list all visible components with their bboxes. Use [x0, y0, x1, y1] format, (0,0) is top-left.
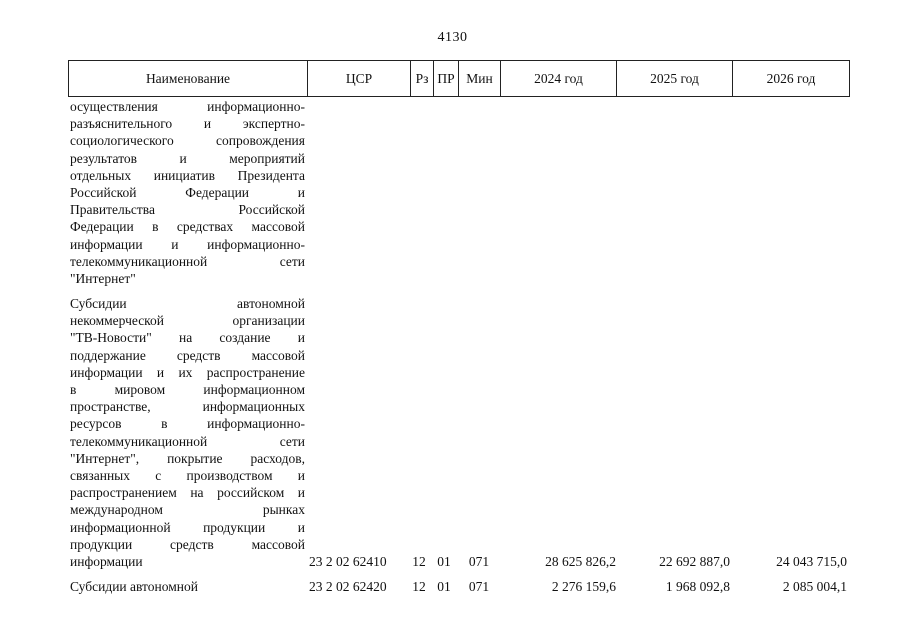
- row-name-line: поддержание средств массовой: [70, 347, 305, 363]
- cell-csr: 23 2 02 62420: [309, 579, 387, 594]
- cell-2025: 22 692 887,0: [659, 554, 730, 569]
- header-year-2024: 2024 год: [501, 61, 617, 96]
- cell-2024: 28 625 826,2: [545, 554, 616, 569]
- header-rz: Рз: [411, 61, 434, 96]
- row-name-line: в мировом информационном: [70, 382, 305, 398]
- row-name-line: Правительства Российской: [70, 202, 305, 218]
- cell-rz: 12: [412, 554, 426, 569]
- row-name-line: "Интернет", покрытие расходов,: [70, 450, 305, 466]
- row-name-line: Федерации в средствах массовой: [70, 219, 305, 235]
- row-name-line: информации: [70, 554, 143, 570]
- cell-csr: 23 2 02 62410: [309, 554, 387, 569]
- row-name-line: Российской Федерации и: [70, 185, 305, 201]
- header-min: Мин: [459, 61, 501, 96]
- page-number: 4130: [437, 30, 468, 45]
- row-name-line: телекоммуникационной сети: [70, 433, 305, 449]
- row-name-line: информации и информационно-: [70, 236, 305, 252]
- row-name-line: международном рынках: [70, 502, 305, 518]
- row-name-line: "Интернет": [70, 271, 136, 287]
- cell-2026: 2 085 004,1: [782, 579, 847, 594]
- row-name-line: Субсидии автономной: [70, 296, 305, 311]
- header-csr: ЦСР: [308, 61, 411, 96]
- cell-rz: 12: [412, 579, 426, 594]
- row-name-line: пространстве, информационных: [70, 399, 305, 415]
- row-name-line: некоммерческой организации: [70, 313, 305, 329]
- row-name-line: "ТВ-Новости" на создание и: [70, 330, 305, 346]
- row-name-line: отдельных инициатив Президента: [70, 167, 305, 183]
- row-name: [70, 578, 305, 595]
- cell-pr: 01: [437, 554, 451, 569]
- cell-min: 071: [468, 554, 490, 569]
- row-name-line: Субсидии автономной: [70, 579, 198, 594]
- header-year-2025: 2025 год: [617, 61, 733, 96]
- row-name-line: информации и их распространение: [70, 364, 305, 380]
- row-name-line: распространением на российском и: [70, 485, 305, 501]
- row-name-line: информационной продукции и: [70, 519, 305, 535]
- cell-pr: 01: [437, 579, 451, 594]
- cell-2026: 24 043 715,0: [776, 554, 847, 569]
- cell-min: 071: [468, 579, 490, 594]
- table-header: [68, 60, 850, 97]
- row-name-line: ресурсов в информационно-: [70, 416, 305, 432]
- row-name-line: продукции средств массовой: [70, 536, 305, 552]
- row-name-line: осуществления информационно-: [70, 99, 305, 114]
- header-pr: ПР: [434, 61, 459, 96]
- row-name-line: телекоммуникационной сети: [70, 253, 305, 269]
- row-name: [70, 98, 305, 287]
- row-name-line: социологического сопровождения: [70, 133, 305, 149]
- header-name: Наименование: [69, 61, 308, 96]
- row-name-line: результатов и мероприятий: [70, 150, 305, 166]
- row-name-line: разъяснительного и экспертно-: [70, 116, 305, 132]
- row-name-line: связанных с производством и: [70, 468, 305, 484]
- header-year-2026: 2026 год: [766, 70, 816, 86]
- cell-2025: 1 968 092,8: [665, 579, 730, 594]
- row-name: [70, 295, 305, 570]
- cell-2024: 2 276 159,6: [551, 579, 616, 594]
